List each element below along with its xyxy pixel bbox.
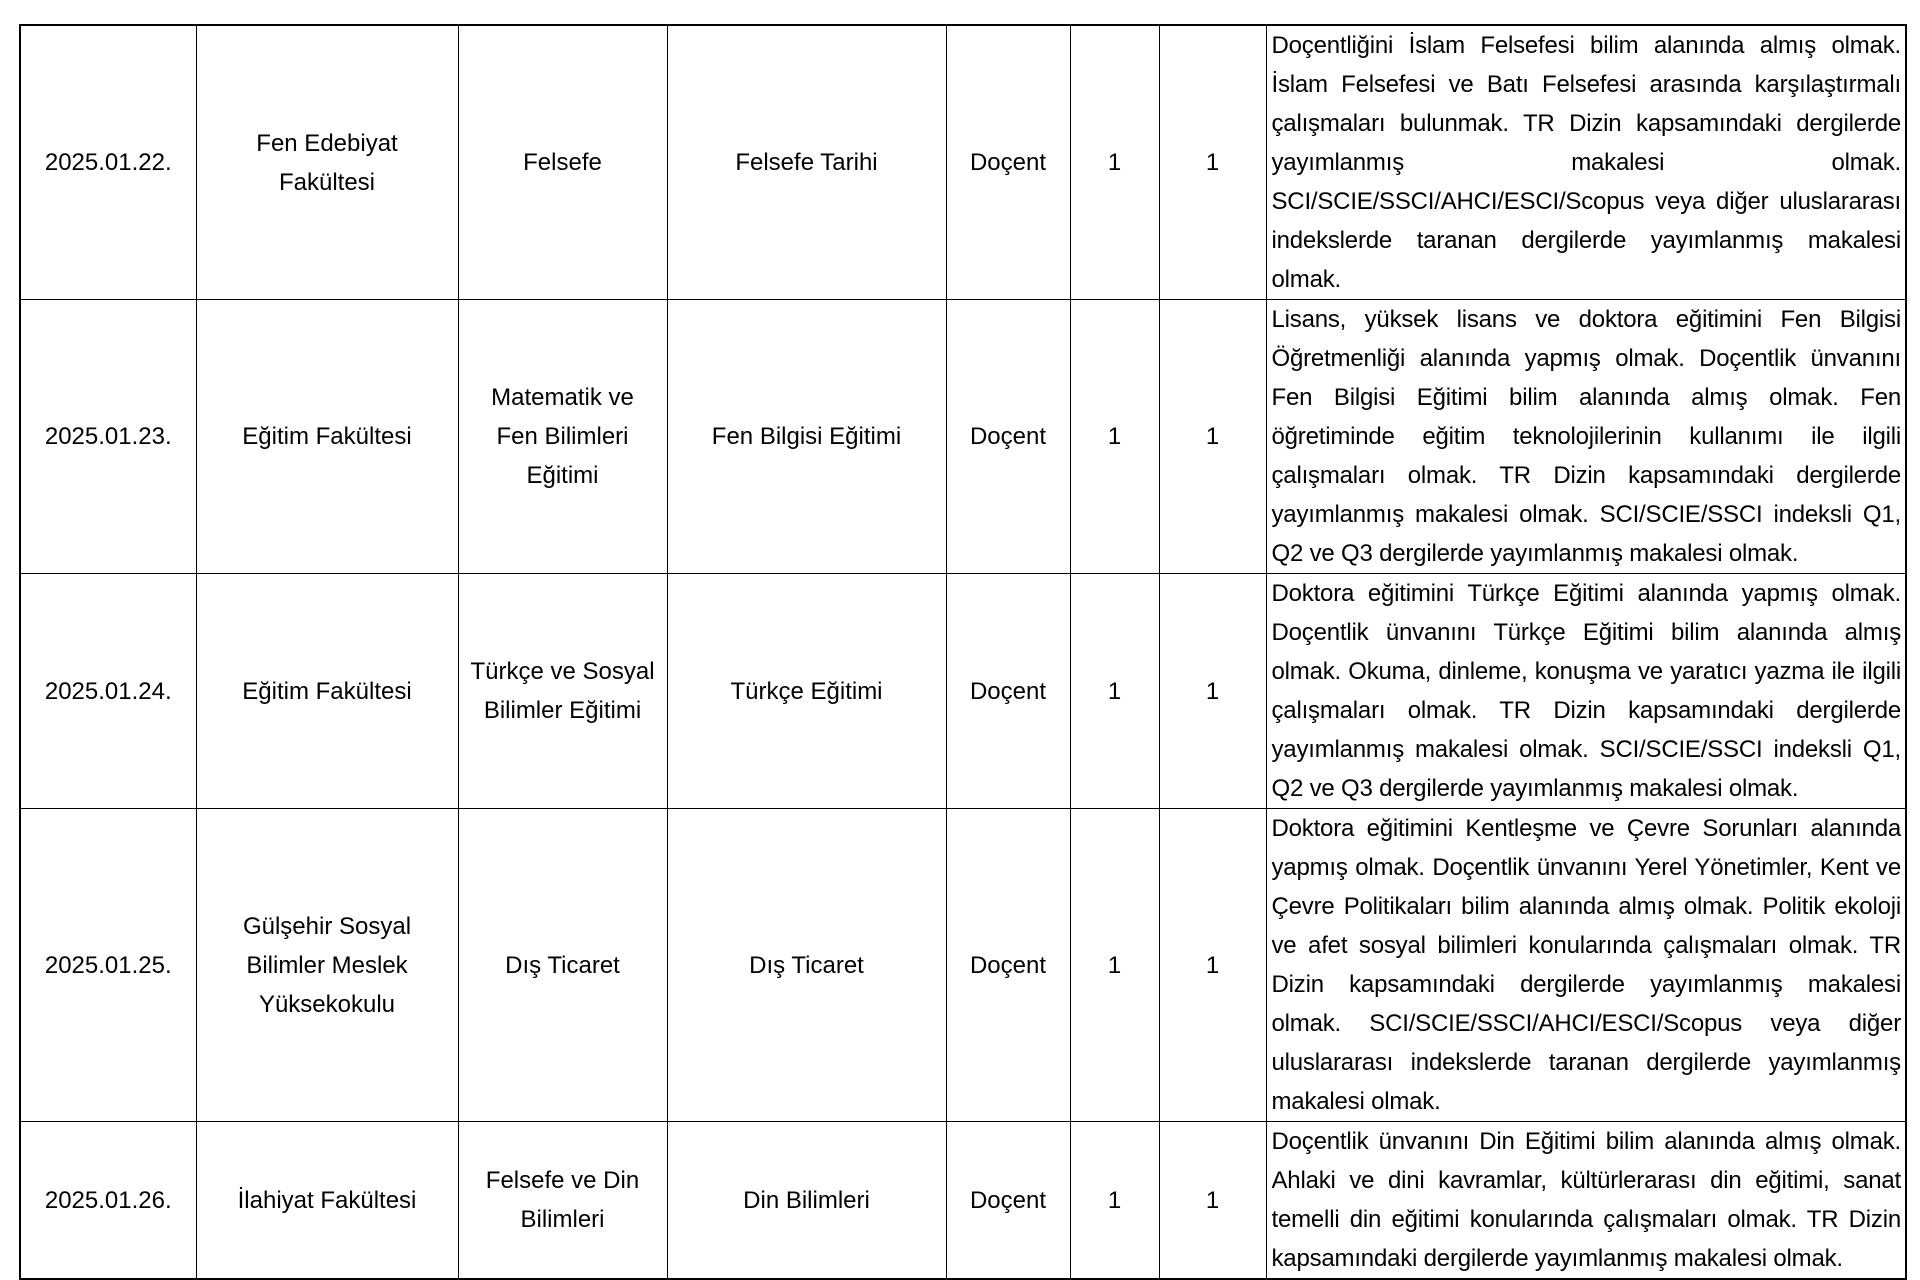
position-count: 1 bbox=[1159, 1122, 1266, 1280]
unit-name: Fen Edebiyat Fakültesi bbox=[196, 25, 458, 300]
position-count: 1 bbox=[1159, 300, 1266, 574]
position-count: 1 bbox=[1159, 809, 1266, 1122]
requirements-text: Doçentlik ünvanını Din Eğitimi bilim alanında almış olmak. Ahlaki ve dini kavramlar, kültürlerarası din eğitimi, sanat temelli din eğitimi konularında çalışmaları olmak. TR Dizin kapsamındaki dergilerde yayımlanmış makalesi olmak. bbox=[1266, 1122, 1906, 1280]
requirements-text: Doçentliğini İslam Felsefesi bilim alanında almış olmak. İslam Felsefesi ve Batı Felsefesi arasında karşılaştırmalı çalışmaları bulunmak. TR Dizin kapsamındaki dergilerde yayımlanmış makalesi olmak. SCI/SCIE/SSCI/AHCI/ESCI/Scopus veya diğer uluslararası indekslerde taranan dergilerde yayımlanmış makalesi olmak. bbox=[1266, 25, 1906, 300]
academic-title: Doçent bbox=[946, 25, 1070, 300]
position-no: 2025.01.22. bbox=[20, 25, 196, 300]
unit-name: Eğitim Fakültesi bbox=[196, 574, 458, 809]
position-count: 1 bbox=[1159, 25, 1266, 300]
department-name: Felsefe bbox=[458, 25, 667, 300]
field-name: Fen Bilgisi Eğitimi bbox=[667, 300, 946, 574]
academic-title: Doçent bbox=[946, 809, 1070, 1122]
requirements-text: Doktora eğitimini Türkçe Eğitimi alanında yapmış olmak. Doçentlik ünvanını Türkçe Eğitimi bilim alanında almış olmak. Okuma, dinleme, konuşma ve yaratıcı yazma ile ilgili çalışmaları olmak. TR Dizin kapsamındaki dergilerde yayımlanmış makalesi olmak. SCI/SCIE/SSCI indeksli Q1, Q2 ve Q3 dergilerde yayımlanmış makalesi olmak. bbox=[1266, 574, 1906, 809]
unit-name: Eğitim Fakültesi bbox=[196, 300, 458, 574]
field-name: Dış Ticaret bbox=[667, 809, 946, 1122]
field-name: Din Bilimleri bbox=[667, 1122, 946, 1280]
table-row bbox=[20, 1122, 1906, 1280]
requirements-text: Lisans, yüksek lisans ve doktora eğitimini Fen Bilgisi Öğretmenliği alanında yapmış olmak. Doçentlik ünvanını Fen Bilgisi Eğitimi bilim alanında almış olmak. Fen öğretiminde eğitim teknolojilerinin kullanımı ile ilgili çalışmaları olmak. TR Dizin kapsamındaki dergilerde yayımlanmış makalesi olmak. SCI/SCIE/SSCI indeksli Q1, Q2 ve Q3 dergilerde yayımlanmış makalesi olmak. bbox=[1266, 300, 1906, 574]
academic-title: Doçent bbox=[946, 574, 1070, 809]
degree-value: 1 bbox=[1070, 574, 1159, 809]
degree-value: 1 bbox=[1070, 25, 1159, 300]
position-no: 2025.01.24. bbox=[20, 574, 196, 809]
field-name: Felsefe Tarihi bbox=[667, 25, 946, 300]
academic-title: Doçent bbox=[946, 1122, 1070, 1280]
degree-value: 1 bbox=[1070, 809, 1159, 1122]
degree-value: 1 bbox=[1070, 300, 1159, 574]
unit-name: İlahiyat Fakültesi bbox=[196, 1122, 458, 1280]
table-row bbox=[20, 574, 1906, 809]
department-name: Dış Ticaret bbox=[458, 809, 667, 1122]
department-name: Türkçe ve Sosyal Bilimler Eğitimi bbox=[458, 574, 667, 809]
department-name: Felsefe ve Din Bilimleri bbox=[458, 1122, 667, 1280]
table-row bbox=[20, 809, 1906, 1122]
degree-value: 1 bbox=[1070, 1122, 1159, 1280]
position-no: 2025.01.26. bbox=[20, 1122, 196, 1280]
positions-table bbox=[19, 24, 1907, 1280]
academic-title: Doçent bbox=[946, 300, 1070, 574]
position-no: 2025.01.25. bbox=[20, 809, 196, 1122]
position-count: 1 bbox=[1159, 574, 1266, 809]
requirements-text: Doktora eğitimini Kentleşme ve Çevre Sorunları alanında yapmış olmak. Doçentlik ünvanını Yerel Yönetimler, Kent ve Çevre Politikaları bilim alanında almış olmak. Politik ekoloji ve afet sosyal bilimleri konularında çalışmaları olmak. TR Dizin kapsamındaki dergilerde yayımlanmış makalesi olmak. SCI/SCIE/SSCI/AHCI/ESCI/Scopus veya diğer uluslararası indekslerde taranan dergilerde yayımlanmış makalesi olmak. bbox=[1266, 809, 1906, 1122]
field-name: Türkçe Eğitimi bbox=[667, 574, 946, 809]
table-row bbox=[20, 25, 1906, 300]
department-name: Matematik ve Fen Bilimleri Eğitimi bbox=[458, 300, 667, 574]
position-no: 2025.01.23. bbox=[20, 300, 196, 574]
table-row bbox=[20, 300, 1906, 574]
unit-name: Gülşehir Sosyal Bilimler Meslek Yüksekokulu bbox=[196, 809, 458, 1122]
